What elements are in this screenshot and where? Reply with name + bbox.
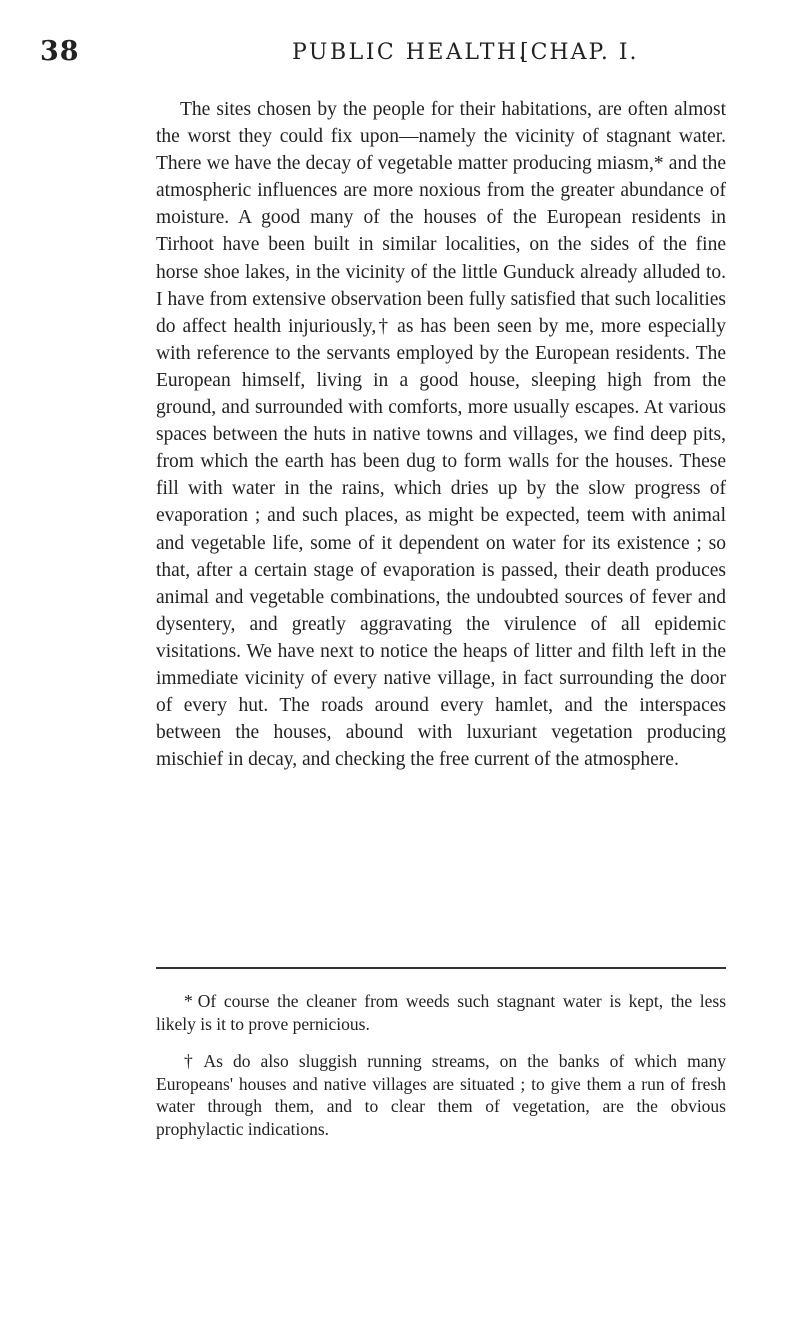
body-paragraph: The sites chosen by the people for their habitations, are often almost the worst they could fix upon—namely the vicinity of stagnant water. There we have the decay of vegetable matter producing miasm,* and the atmospheric influences are more noxious from the greater abundance of moisture. A good many of the houses of the European residents in Tirhoot have been built in similar localities, on the sides of the fine horse shoe lakes, in the vicinity of the little Gunduck already alluded to. I have from extensive observation been fully satisfied that such localities do affect health injuriously,† as has been seen by me, more especially with reference to the servants employed by the European residents. The European himself, living in a good house, sleeping high from the ground, and surrounded with comforts, more usually escapes. At various spaces between the huts in native towns and villages, we find deep pits, from which the earth has been dug to form walls for the houses. These fill with water in the rains, which dries up by the slow progress of evaporation ; and such places, as might be expected, teem with animal and vegetable life, some of it dependent on water for its existence ; so that, after a certain stage of evaporation is passed, their death produces animal and vegetable combinations, the undoubted sources of fever and dysentery, and greatly aggravating the virulence of all epidemic visitations. We have next to notice the heaps of litter and filth left in the immediate vicinity of every native village, in fact surrounding the door of every hut. The roads around every hamlet, and the interspaces between the houses, abound with luxuriant vegetation producing mischief in decay, and checking the free current of the atmosphere. xyxy=(156,99,726,771)
footnote-divider xyxy=(156,967,726,969)
footnote-mark: * xyxy=(184,991,193,1011)
footnote xyxy=(156,1050,726,1140)
page-number: 38 xyxy=(40,36,80,67)
footnote-mark: † xyxy=(184,1051,199,1071)
footnote xyxy=(156,990,726,1035)
running-title: PUBLIC HEALTH. xyxy=(292,40,529,65)
footnote-text: As do also sluggish running streams, on the banks of which many Europeans' houses and native villages are situated ; to give them a run of fresh water through them, and to clear them of vegetation, are the obvious prophylactic indications. xyxy=(156,1051,726,1139)
chapter-label: [CHAP. I. xyxy=(520,40,639,65)
page-header xyxy=(40,36,760,76)
footnote-text: Of course the cleaner from weeds such stagnant water is kept, the less likely is it to prove pernicious. xyxy=(156,991,726,1034)
